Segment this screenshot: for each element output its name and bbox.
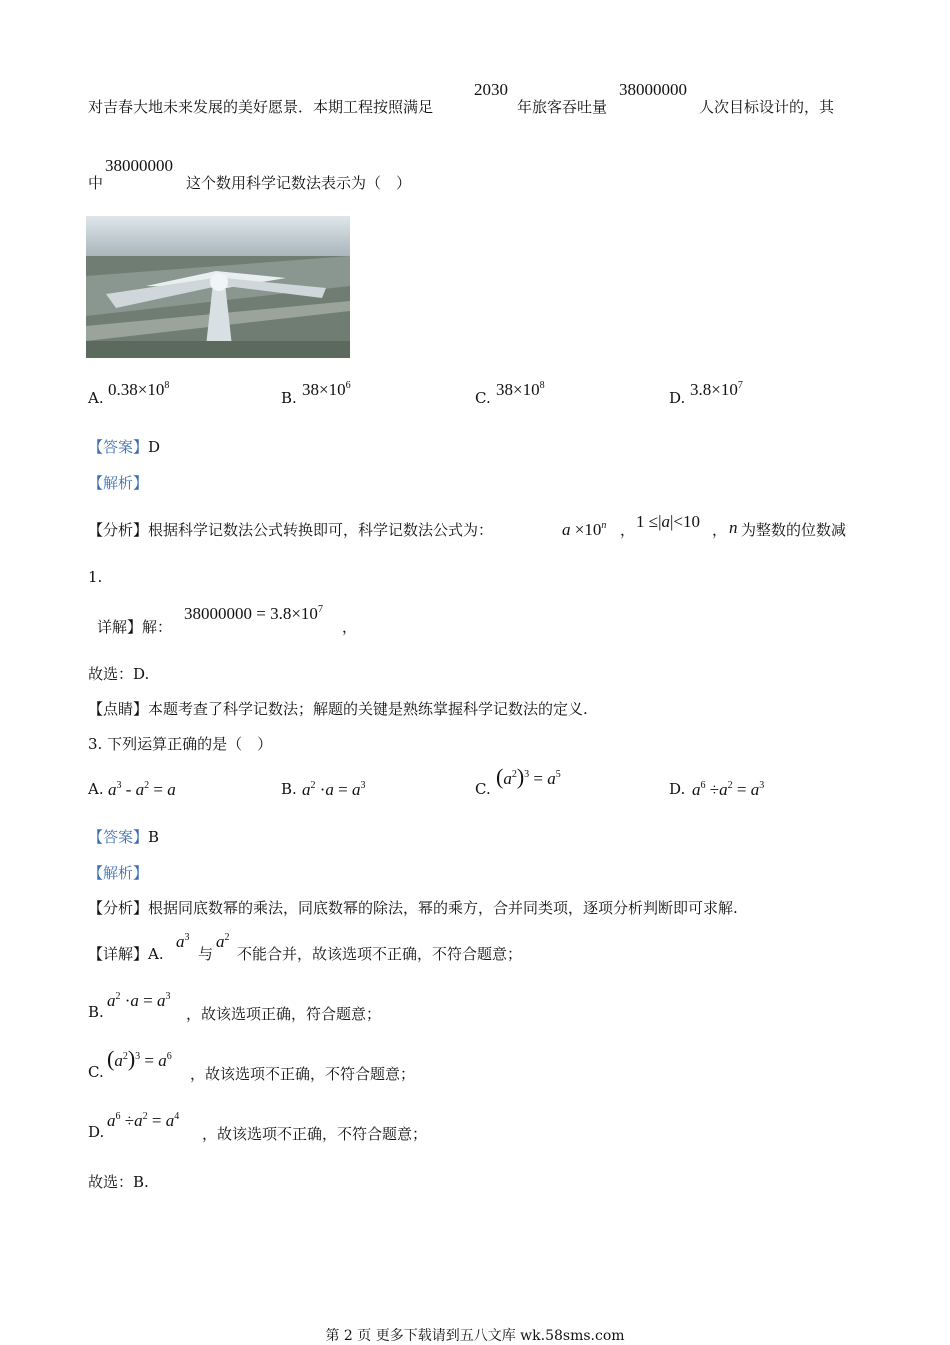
q3-option-d-expr: $a^6 \div a^2 = a^3$: [692, 780, 765, 799]
q3-fenxi: 【分析】根据同底数幂的乘法，同底数幂的除法，幂的乘方，合并同类项，逐项分析判断即可求解.: [88, 899, 738, 917]
q2-formula: $a \times 10^n$: [562, 520, 607, 539]
q3-answer: 【答案】B: [88, 828, 160, 846]
q3-detail-b-label: B.: [88, 1003, 104, 1021]
q2-detail-eq: $38000000 = 3.8\times 10^7$: [184, 604, 323, 623]
q2-text-line2-b: 这个数用科学记数法表示为（ ）: [186, 174, 412, 192]
q2-option-c-label: C.: [475, 389, 491, 407]
q2-option-d-expr: $3.8\times 10^7$: [690, 380, 743, 399]
q3-option-a-expr: $a^3 - a^2 = a$: [108, 780, 176, 799]
q2-option-a-label: A.: [88, 389, 104, 407]
q2-text-line1-a: 对吉春大地未来发展的美好愿景．本期工程按照满足: [88, 98, 434, 116]
q3-detail-a-expr2: $a^2$: [216, 932, 230, 951]
q3-conclusion: 故选：B.: [88, 1173, 149, 1191]
comma: ，: [620, 521, 636, 539]
q3-detail-c-label: C.: [88, 1063, 104, 1081]
q2-text-line1-c: 人次目标设计的，其: [699, 98, 835, 116]
q3-detail-d-text: ，故该选项不正确，不符合题意；: [202, 1125, 428, 1143]
q3-analysis-tag: 【解析】: [88, 864, 149, 882]
q2-text-line2-a: 中: [88, 174, 104, 192]
q2-range: 1 ≤|a|<10: [636, 512, 700, 531]
q3-detail-a-label: 【详解】A.: [88, 945, 164, 963]
airport-terminal-image: [86, 216, 350, 358]
q3-detail-b-expr: $a^2 \cdot a = a^3$: [107, 991, 171, 1010]
q3-detail-a-text: 不能合并，故该选项不正确，不符合题意；: [237, 945, 523, 963]
q2-option-b-label: B.: [281, 389, 297, 407]
page-footer: 第 2 页 更多下载请到五八文库 wk.58sms.com: [325, 1328, 625, 1344]
q3-option-b-expr: $a^2 \cdot a = a^3$: [302, 780, 366, 799]
q2-fenxi-tail: 为整数的位数减: [741, 521, 847, 539]
comma: ，: [712, 521, 728, 539]
q3-detail-d-label: D.: [88, 1123, 105, 1141]
q3-detail-a-mid: 与: [198, 945, 214, 963]
q2-number: 38000000: [619, 80, 687, 99]
q2-option-c-expr: $38\times 10^8$: [496, 380, 545, 399]
q3-option-b-label: B.: [281, 780, 297, 798]
q2-option-d-label: D.: [669, 389, 686, 407]
comma: ，: [342, 618, 358, 636]
q2-answer: 【答案】D: [88, 438, 161, 456]
q2-option-b-expr: $38\times 10^6$: [302, 380, 351, 399]
q2-option-a-expr: $0.38\times 10^8$: [108, 380, 170, 399]
q2-year: 2030: [474, 80, 508, 99]
q2-number-2: 38000000: [105, 156, 173, 175]
q2-n: n: [729, 518, 738, 537]
q2-conclusion: 故选：D.: [88, 665, 150, 683]
q2-fenxi-tail2: 1.: [88, 568, 103, 586]
q3-detail-b-text: ，故该选项正确，符合题意；: [186, 1005, 382, 1023]
q3-option-c-label: C.: [475, 780, 491, 798]
q3-detail-c-expr: $(a^2)^3 = a^6$: [107, 1046, 172, 1071]
q3-title: 3. 下列运算正确的是（ ）: [88, 735, 273, 753]
q2-analysis-tag: 【解析】: [88, 474, 149, 492]
q2-fenxi: 【分析】根据科学记数法公式转换即可，科学记数法公式为：: [88, 521, 494, 539]
q3-option-d-label: D.: [669, 780, 686, 798]
q3-detail-c-text: ，故该选项不正确，不符合题意；: [190, 1065, 416, 1083]
q2-dianjing: 【点睛】本题考查了科学记数法；解题的关键是熟练掌握科学记数法的定义.: [88, 700, 588, 718]
q2-detail: 详解】解：: [97, 618, 173, 636]
q3-option-a-label: A.: [88, 780, 104, 798]
q3-detail-a-expr1: $a^3$: [176, 932, 190, 951]
q3-option-c-expr: $(a^2)^3 = a^5$: [496, 764, 561, 789]
q2-text-line1-b: 年旅客吞吐量: [517, 98, 608, 116]
q3-detail-d-expr: $a^6 \div a^2 = a^4$: [107, 1111, 180, 1130]
